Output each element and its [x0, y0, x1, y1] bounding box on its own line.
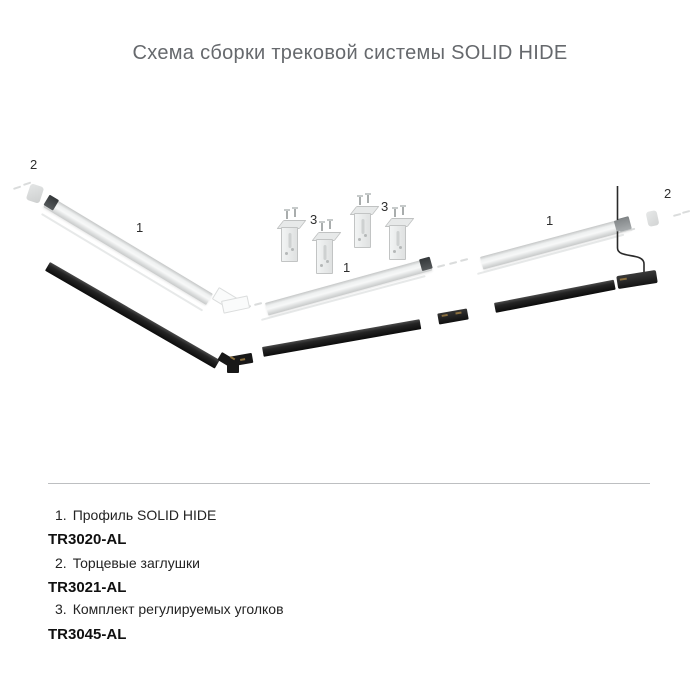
bracket-hole [320, 264, 323, 267]
part-label-2-right: 2 [664, 186, 672, 201]
legend-item-name: Комплект регулируемых уголков [72, 601, 284, 617]
bracket-hole [399, 246, 402, 249]
mounting-bracket [386, 212, 412, 260]
legend-code-3: TR3045-AL [48, 626, 127, 643]
bracket-plate [354, 213, 371, 248]
power-feed-connector [616, 270, 658, 289]
profile-shadow [41, 213, 203, 312]
legend-item-name: Профиль SOLID HIDE [72, 507, 217, 523]
part-label-1-left: 1 [136, 220, 144, 235]
screw-icon [321, 223, 323, 231]
part-label-2-left: 2 [30, 157, 38, 172]
center-track [262, 319, 421, 357]
bracket-slot [323, 245, 326, 260]
right-end-cap [646, 210, 660, 227]
part-label-3-left-pair: 3 [310, 212, 318, 227]
mounting-bracket [351, 200, 377, 248]
alignment-dash [437, 264, 445, 268]
part-label-1-center: 1 [343, 260, 351, 275]
legend-item-name: Торцевые заглушки [72, 555, 200, 571]
bracket-plate [281, 227, 298, 262]
screw-icon [286, 211, 288, 219]
legend-item-number: 1. [55, 507, 67, 523]
legend-code-1: TR3020-AL [48, 531, 127, 548]
bracket-plate [389, 225, 406, 260]
bracket-slot [288, 233, 291, 248]
legend-code-2: TR3021-AL [48, 579, 127, 596]
screw-icon [359, 197, 361, 205]
bracket-slot [396, 231, 399, 246]
page-title: Схема сборки трековой системы SOLID HIDE [132, 42, 568, 64]
legend-item-number: 2. [55, 555, 67, 571]
alignment-dash [682, 210, 690, 214]
bracket-hole [393, 250, 396, 253]
legend-item-3 [55, 601, 284, 617]
profile-opening [419, 257, 433, 271]
bracket-hole [291, 248, 294, 251]
bracket-hole [285, 252, 288, 255]
bracket-hole [326, 260, 329, 263]
legend-item-1 [55, 507, 216, 523]
bracket-slot [361, 219, 364, 234]
bracket-hole [364, 234, 367, 237]
screw-icon [294, 209, 296, 217]
alignment-dash [673, 213, 681, 217]
straight-connector [437, 308, 468, 324]
bracket-hole [358, 238, 361, 241]
screw-icon [402, 207, 404, 215]
part-label-3-right-pair: 3 [381, 199, 389, 214]
legend-item-number: 3. [55, 601, 67, 617]
mounting-bracket [278, 214, 304, 262]
right-track [494, 280, 616, 313]
left-profile [43, 196, 213, 305]
alignment-dash [13, 186, 21, 190]
bracket-plate [316, 239, 333, 274]
screw-icon [329, 221, 331, 229]
legend-separator [48, 483, 650, 484]
alignment-dash [449, 261, 457, 265]
corner-connector-foot [227, 364, 239, 373]
profile-opening [43, 195, 59, 211]
legend-item-2 [55, 555, 200, 571]
mounting-bracket [313, 226, 339, 274]
left-end-cap [26, 183, 45, 203]
part-label-1-right: 1 [546, 213, 554, 228]
alignment-dash [460, 258, 468, 262]
right-profile [480, 217, 631, 269]
screw-icon [394, 209, 396, 217]
left-track [45, 262, 220, 369]
screw-icon [367, 195, 369, 203]
alignment-dash [254, 302, 262, 306]
